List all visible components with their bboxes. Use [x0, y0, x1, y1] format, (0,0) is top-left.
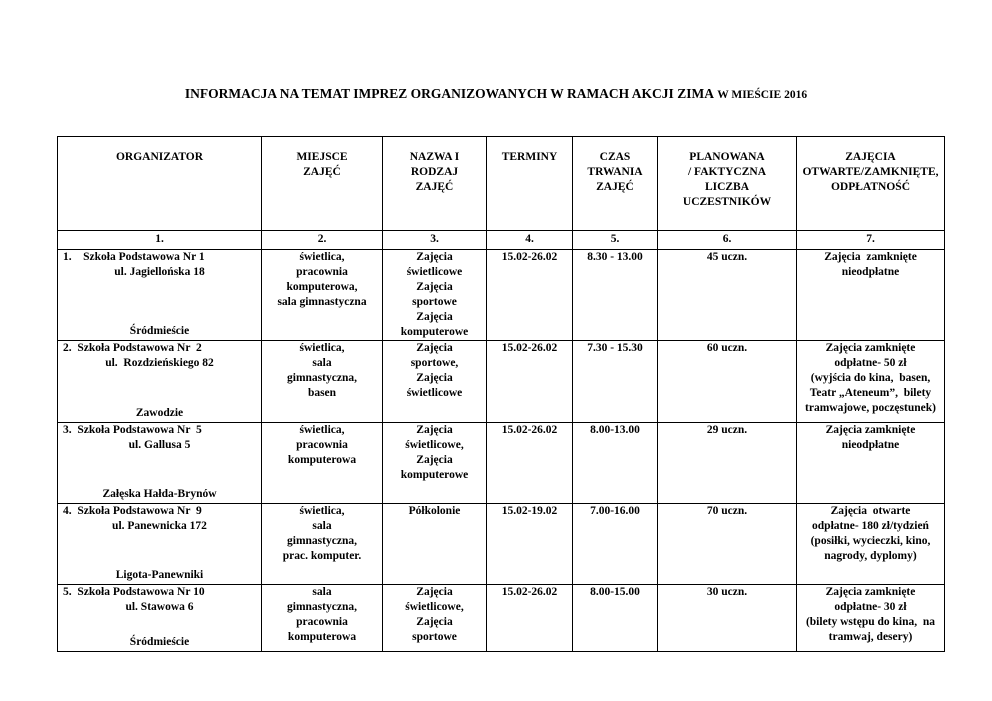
- header-label-line: NAZWA I: [409, 151, 460, 163]
- access-fee-cell-line: nieodpłatne: [841, 439, 900, 451]
- organizer-cell: [58, 585, 262, 652]
- dates-cell: 15.02-26.02: [487, 585, 573, 652]
- organizer-district: Śródmieście: [129, 325, 190, 337]
- place-cell-line: świetlica,: [299, 505, 345, 517]
- header-cell: [797, 137, 945, 231]
- header-label-line: ORGANIZATOR: [115, 151, 204, 163]
- table-row: [58, 250, 945, 341]
- place-cell: [262, 585, 383, 652]
- access-fee-cell: [797, 341, 945, 423]
- column-number: 5.: [573, 231, 658, 250]
- organizer-name: 3. Szkoła Podstawowa Nr 5: [63, 424, 202, 436]
- access-fee-cell-line: odpłatne- 30 zł: [834, 601, 907, 613]
- header-label-line: ZAJĘĆ: [303, 166, 341, 178]
- table-body: [58, 250, 945, 652]
- dates-cell: 15.02-26.02: [487, 341, 573, 423]
- place-cell-line: sala: [312, 520, 332, 532]
- activity-cell-line: Zajęcia: [416, 251, 453, 263]
- header-label-line: UCZESTNIKÓW: [682, 196, 772, 208]
- organizer-district: Zawodzie: [135, 407, 184, 419]
- organizer-address: ul. Gallusa 5: [128, 439, 191, 451]
- header-label-line: MIEJSCE: [296, 151, 348, 163]
- header-label-line: ODPŁATNOŚĆ: [830, 181, 911, 193]
- place-cell-line: gimnastyczna,: [287, 372, 357, 384]
- access-fee-cell-line: tramwaj, desery): [828, 631, 913, 643]
- activity-cell-line: Zajęcia: [416, 586, 453, 598]
- organizer-cell: [58, 250, 262, 341]
- organizer-district: Śródmieście: [129, 636, 190, 648]
- header-cell: [262, 137, 383, 231]
- access-fee-cell-line: odpłatne- 180 zł/tydzień: [812, 520, 929, 532]
- table-row: [58, 341, 945, 423]
- place-cell-line: świetlica,: [299, 342, 345, 354]
- organizer-address: ul. Jagiellońska 18: [114, 266, 205, 278]
- activity-cell: [383, 341, 487, 423]
- header-label-line: OTWARTE/ZAMKNIĘTE,: [802, 166, 939, 178]
- activity-cell-line: świetlicowe: [406, 387, 463, 399]
- header-label-line: ZAJĘĆ: [415, 181, 454, 193]
- header-cell: [573, 137, 658, 231]
- place-cell-line: pracownia: [296, 266, 348, 278]
- participants-cell: 30 uczn.: [658, 585, 797, 652]
- header-label-line: PLANOWANA: [689, 151, 765, 163]
- activity-cell-line: komputerowe: [400, 326, 469, 338]
- place-cell: [262, 423, 383, 504]
- place-cell-line: sala: [312, 586, 332, 598]
- place-cell-line: komputerowa: [287, 631, 357, 643]
- activity-cell-line: Zajęcia: [416, 281, 453, 293]
- organizer-address: ul. Stawowa 6: [125, 601, 194, 613]
- column-number: 2.: [262, 231, 383, 250]
- place-cell-line: sala gimnastyczna: [277, 296, 367, 308]
- access-fee-cell-line: Teatr „Ateneum”, bilety: [809, 387, 932, 399]
- organizer-address: ul. Rozdzieńskiego 82: [105, 357, 214, 369]
- place-cell-line: świetlica,: [299, 424, 345, 436]
- header-row: [58, 137, 945, 231]
- access-fee-cell-line: (bilety wstępu do kina, na: [805, 616, 936, 628]
- header-cell: [383, 137, 487, 231]
- activity-cell-line: Zajęcia: [416, 454, 453, 466]
- access-fee-cell-line: (posiłki, wycieczki, kino,: [810, 535, 931, 547]
- header-label-line: TRWANIA: [587, 166, 643, 178]
- place-cell-line: komputerowa,: [286, 281, 358, 293]
- header-cell: [58, 137, 262, 231]
- activity-cell-line: Zajęcia: [416, 424, 453, 436]
- time-cell: 8.30 - 13.00: [573, 250, 658, 341]
- participants-cell: 60 uczn.: [658, 341, 797, 423]
- access-fee-cell: [797, 250, 945, 341]
- access-fee-cell-line: tramwajowe, poczęstunek): [805, 402, 936, 414]
- place-cell-line: komputerowa: [287, 454, 357, 466]
- column-number: 3.: [383, 231, 487, 250]
- header-label-line: ZAJĘCIA: [845, 151, 896, 163]
- dates-cell: 15.02-26.02: [487, 423, 573, 504]
- place-cell: [262, 504, 383, 585]
- activity-cell-line: świetlicowe,: [405, 439, 464, 451]
- access-fee-cell-line: Zajęcia zamknięte: [825, 586, 916, 598]
- column-number: 6.: [658, 231, 797, 250]
- organizer-name: 5. Szkoła Podstawowa Nr 10: [63, 586, 205, 598]
- access-fee-cell-line: odpłatne- 50 zł: [834, 357, 907, 369]
- column-number: 4.: [487, 231, 573, 250]
- organizer-cell: [58, 504, 262, 585]
- access-fee-cell-line: (wyjścia do kina, basen,: [810, 372, 931, 384]
- column-number: 1.: [58, 231, 262, 250]
- access-fee-cell-line: nagrody, dyplomy): [824, 550, 917, 562]
- time-cell: 8.00-15.00: [573, 585, 658, 652]
- activity-cell-line: sportowe: [412, 296, 457, 308]
- activity-cell: [383, 504, 487, 585]
- organizer-name: 1. Szkoła Podstawowa Nr 1: [63, 251, 205, 263]
- dates-cell: 15.02-19.02: [487, 504, 573, 585]
- time-cell: 7.00-16.00: [573, 504, 658, 585]
- access-fee-cell-line: Zajęcia zamknięte: [825, 342, 916, 354]
- table-row: [58, 423, 945, 504]
- access-fee-cell: [797, 585, 945, 652]
- header-label-line: LICZBA: [704, 181, 750, 193]
- place-cell-line: gimnastyczna,: [287, 535, 357, 547]
- organizer-cell: [58, 423, 262, 504]
- activity-cell: [383, 585, 487, 652]
- table-row: [58, 504, 945, 585]
- organizer-district: Ligota-Panewniki: [115, 569, 204, 581]
- participants-cell: 45 uczn.: [658, 250, 797, 341]
- place-cell-line: prac. komputer.: [282, 550, 362, 562]
- activity-cell-line: Zajęcia: [416, 616, 453, 628]
- time-cell: 8.00-13.00: [573, 423, 658, 504]
- activity-cell-line: Zajęcia: [416, 311, 453, 323]
- title-main: INFORMACJA NA TEMAT IMPREZ ORGANIZOWANYCH W RAMACH AKCJI ZIMA: [184, 86, 714, 101]
- place-cell-line: basen: [307, 387, 337, 399]
- place-cell-line: sala: [312, 357, 332, 369]
- organizer-cell: [58, 341, 262, 423]
- activity-cell-line: świetlicowe,: [405, 601, 464, 613]
- activity-cell-line: sportowe,: [410, 357, 459, 369]
- organizer-district: Załęska Hałda-Brynów: [102, 488, 217, 500]
- events-table: [57, 136, 945, 652]
- header-label-line: ZAJĘĆ: [596, 181, 634, 193]
- access-fee-cell-line: nieodpłatne: [841, 266, 900, 278]
- time-cell: 7.30 - 15.30: [573, 341, 658, 423]
- activity-cell-line: świetlicowe: [406, 266, 463, 278]
- place-cell: [262, 341, 383, 423]
- column-number: 7.: [797, 231, 945, 250]
- header-label-line: / FAKTYCZNA: [687, 166, 767, 178]
- header-label-line: RODZAJ: [410, 166, 459, 178]
- activity-cell-line: Zajęcia: [416, 342, 453, 354]
- place-cell-line: pracownia: [296, 439, 348, 451]
- participants-cell: 29 uczn.: [658, 423, 797, 504]
- header-cell: [487, 137, 573, 231]
- title-suffix: W MIEŚCIE 2016: [717, 89, 808, 101]
- table-row: [58, 585, 945, 652]
- place-cell-line: świetlica,: [299, 251, 345, 263]
- activity-cell-line: komputerowe: [400, 469, 469, 481]
- column-number-row: [58, 231, 945, 250]
- place-cell-line: pracownia: [296, 616, 348, 628]
- header-cell: [658, 137, 797, 231]
- document-title: [0, 86, 992, 102]
- activity-cell: [383, 423, 487, 504]
- activity-cell: [383, 250, 487, 341]
- organizer-name: 4. Szkoła Podstawowa Nr 9: [63, 505, 202, 517]
- participants-cell: 70 uczn.: [658, 504, 797, 585]
- header-label-line: CZAS: [599, 151, 631, 163]
- access-fee-cell: [797, 504, 945, 585]
- activity-cell-line: sportowe: [412, 631, 457, 643]
- organizer-address: ul. Panewnicka 172: [112, 520, 207, 532]
- access-fee-cell-line: Zajęcia zamknięte: [824, 251, 917, 263]
- place-cell: [262, 250, 383, 341]
- access-fee-cell: [797, 423, 945, 504]
- header-label-line: TERMINY: [501, 151, 558, 163]
- place-cell-line: gimnastyczna,: [287, 601, 357, 613]
- organizer-name: 2. Szkoła Podstawowa Nr 2: [63, 342, 202, 354]
- access-fee-cell-line: Zajęcia zamknięte: [825, 424, 916, 436]
- activity-cell-line: Zajęcia: [416, 372, 453, 384]
- activity-cell-line: Półkolonie: [408, 505, 461, 517]
- dates-cell: 15.02-26.02: [487, 250, 573, 341]
- access-fee-cell-line: Zajęcia otwarte: [830, 505, 911, 517]
